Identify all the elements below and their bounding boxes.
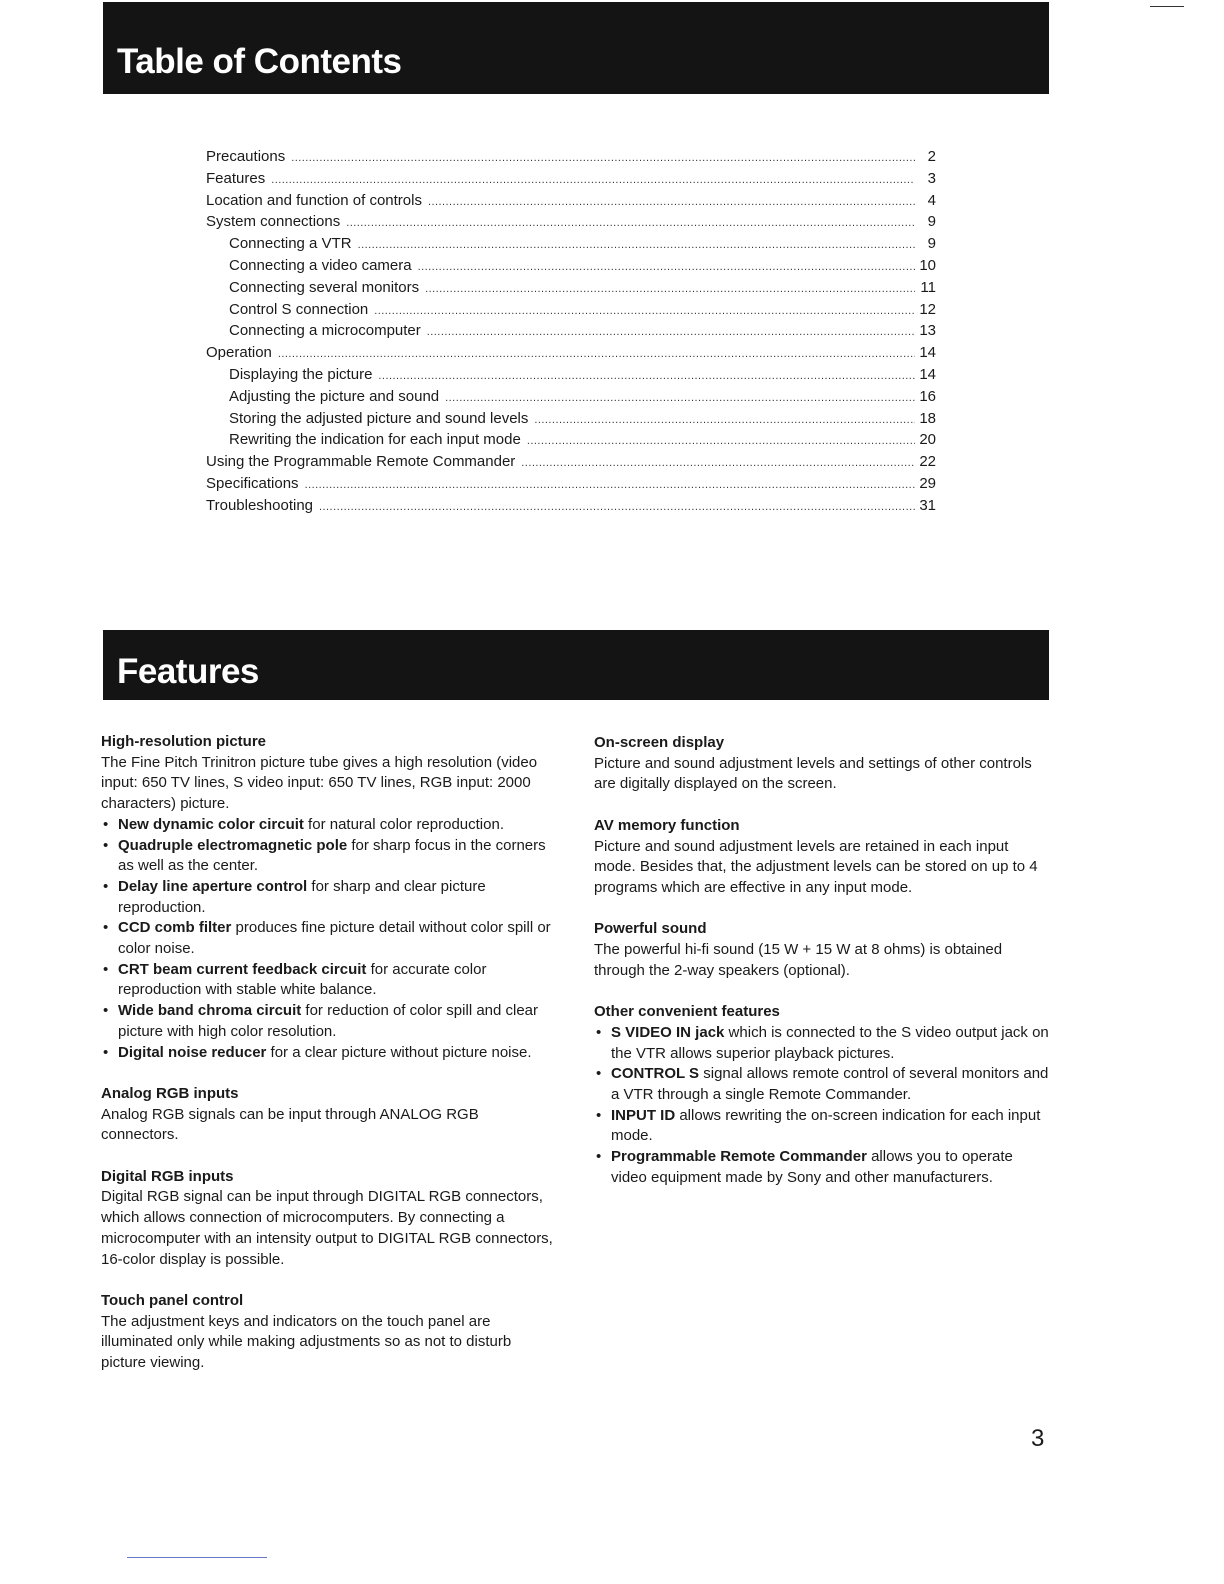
features-banner — [103, 630, 1049, 700]
toc-entry[interactable]: Specifications . . . 29 — [206, 474, 936, 496]
list-item: • INPUT ID allows rewriting the on-screen indication for each input mode. — [594, 1106, 1049, 1147]
toc-subentry[interactable]: Connecting a VTR . . . 9 — [206, 234, 936, 256]
feature-section-powerful-sound — [594, 919, 1049, 981]
section-heading: High-resolution picture — [101, 733, 266, 750]
toc-subentry[interactable]: Connecting a microcomputer . . . 13 — [206, 321, 936, 343]
toc-subentry[interactable]: Rewriting the indication for each input mode . . . 20 — [206, 430, 936, 452]
feature-section-touch-panel — [101, 1291, 556, 1374]
section-body: Picture and sound adjustment levels are retained in each input mode. Besides that, the adjustment levels can be stored on up to 4 programs which are effective in any input mode. — [594, 837, 1038, 896]
toc-subentry[interactable]: Control S connection . . . 12 — [206, 300, 936, 322]
toc-entry[interactable]: System connections . . . 9 — [206, 212, 936, 234]
toc-subentry[interactable]: Adjusting the picture and sound . . . 16 — [206, 387, 936, 409]
feature-section-analog-rgb — [101, 1084, 556, 1146]
list-item: • CCD comb filter produces fine picture detail without color spill or color noise. — [101, 918, 556, 959]
section-body: The Fine Pitch Trinitron picture tube gives a high resolution (video input: 650 TV lines, S video input: 650 TV lines, RGB input: 2000 characters) picture. — [101, 753, 538, 813]
section-heading: Other convenient features — [594, 1003, 780, 1021]
section-body: Picture and sound adjustment levels and settings of other controls are digitally displayed on the screen. — [594, 754, 1032, 793]
list-item: • Delay line aperture control for sharp and clear picture reproduction. — [101, 877, 556, 918]
corner-rule — [1150, 6, 1184, 7]
list-item: • S VIDEO IN jack which is connected to the S video output jack on the VTR allows superior playback pictures. — [594, 1023, 1049, 1064]
bottom-rule — [127, 1557, 267, 1558]
toc-entry[interactable]: Features . . . 3 — [206, 169, 936, 191]
list-item: • New dynamic color circuit for natural color reproduction. — [101, 815, 556, 836]
feature-section-other-features — [594, 1002, 1049, 1188]
list-item: • Quadruple electromagnetic pole for sharp focus in the corners as well as the center. — [101, 836, 556, 877]
toc-subentry[interactable]: Connecting several monitors . . . 11 — [206, 278, 936, 300]
bullet-list — [594, 1023, 1049, 1189]
section-body: Analog RGB signals can be input through ANALOG RGB connectors. — [101, 1105, 479, 1144]
list-item: • Wide band chroma circuit for reduction of color spill and clear picture with high color resolution. — [101, 1001, 556, 1042]
list-item: • Digital noise reducer for a clear picture without picture noise. — [101, 1043, 556, 1064]
page-number: 3 — [1031, 1425, 1045, 1452]
list-item: • CONTROL S signal allows remote control of several monitors and a VTR through a single Remote Commander. — [594, 1064, 1049, 1105]
toc-entry[interactable]: Using the Programmable Remote Commander . . . 22 — [206, 452, 936, 474]
feature-section-av-memory — [594, 816, 1049, 899]
toc-subentry[interactable]: Displaying the picture . . . 14 — [206, 365, 936, 387]
toc-entry[interactable]: Troubleshooting . . . 31 — [206, 496, 936, 518]
section-heading: Powerful sound — [594, 920, 707, 938]
bullet-list — [101, 815, 556, 1063]
section-heading: AV memory function — [594, 816, 740, 834]
section-heading: Touch panel control — [101, 1291, 244, 1309]
toc-entry[interactable]: Location and function of controls . . . 4 — [206, 191, 936, 213]
list-item: • CRT beam current feedback circuit for accurate color reproduction with stable white balance. — [101, 960, 556, 1001]
toc-subentry[interactable]: Storing the adjusted picture and sound levels . . . 18 — [206, 409, 936, 431]
section-body: Digital RGB signal can be input through DIGITAL RGB connectors, which allows connection of microcomputers. By connecting a microcomputer with an intensity output to DIGITAL RGB connectors, 16-color display is possible. — [101, 1188, 553, 1268]
section-heading: Digital RGB inputs — [101, 1167, 234, 1185]
features-title: Features — [117, 652, 259, 691]
toc-subentry[interactable]: Connecting a video camera . . . 10 — [206, 256, 936, 278]
table-of-contents — [206, 147, 936, 518]
feature-section-on-screen-display — [594, 733, 1049, 795]
section-body: The powerful hi-fi sound (15 W + 15 W at 8 ohms) is obtained through the 2-way speakers (optional). — [594, 941, 1003, 979]
section-body: The adjustment keys and indicators on the touch panel are illuminated only while making adjustments so as not to disturb picture viewing. — [101, 1312, 512, 1372]
features-left-column — [101, 732, 556, 1394]
feature-section-digital-rgb — [101, 1167, 556, 1271]
section-heading: On-screen display — [594, 734, 725, 751]
list-item: • Programmable Remote Commander allows you to operate video equipment made by Sony and other manufacturers. — [594, 1147, 1049, 1188]
toc-banner — [103, 2, 1049, 94]
toc-title: Table of Contents — [117, 42, 402, 81]
section-heading: Analog RGB inputs — [101, 1084, 239, 1102]
toc-entry[interactable]: Operation . . . 14 — [206, 343, 936, 365]
feature-section-high-resolution — [101, 732, 556, 1063]
toc-entry[interactable]: Precautions . . . 2 — [206, 147, 936, 169]
features-right-column — [594, 733, 1049, 1209]
